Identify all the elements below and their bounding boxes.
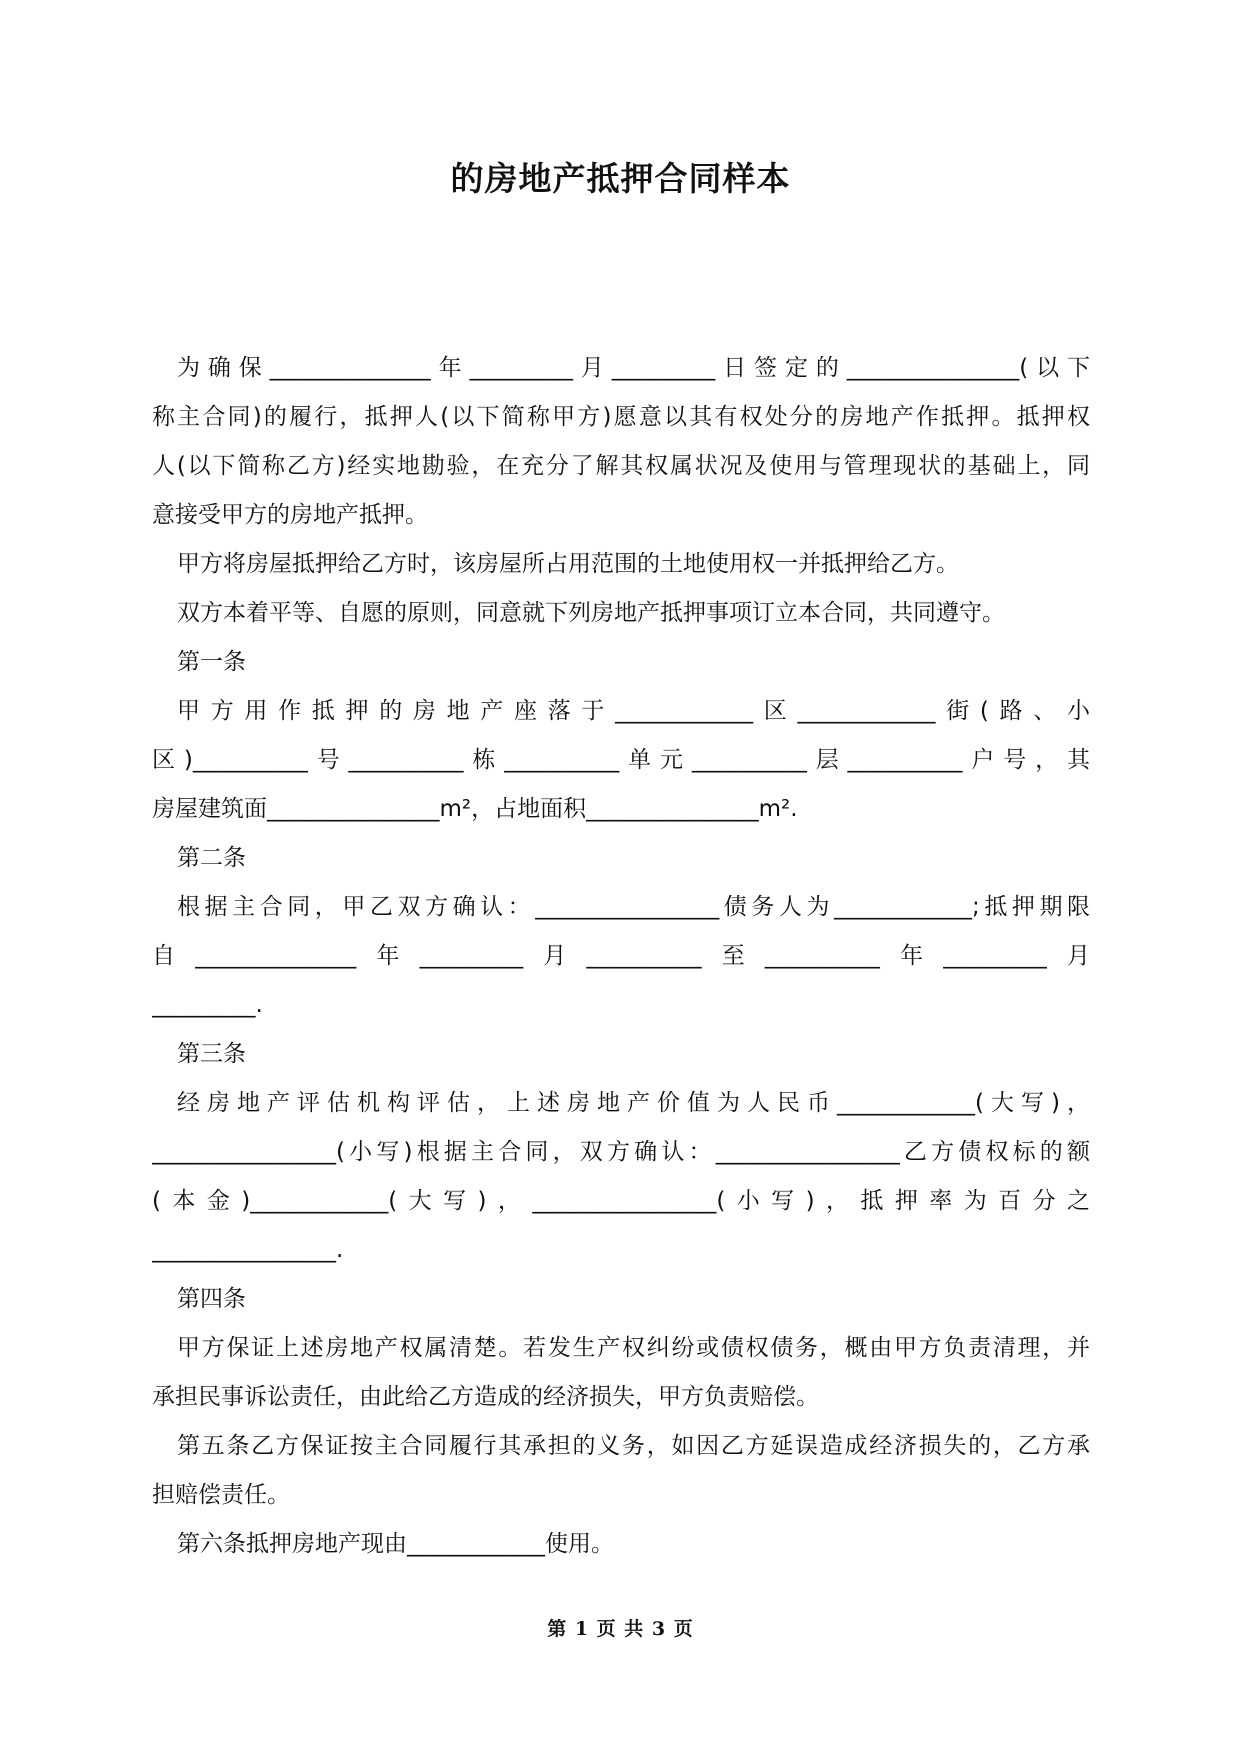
- document-body: [152, 344, 1090, 1569]
- paragraph-line: 自______________年_________月__________至__________年_________月: [152, 943, 1090, 969]
- paragraph-line: ________________(小写)根据主合同，双方确认：________________乙方债权标的额: [152, 1139, 1090, 1165]
- paragraph-line: 经房地产评估机构评估，上述房地产价值为人民币____________(大写)，: [177, 1090, 1090, 1116]
- paragraph-line: 为确保______________年_________月_________日签定的_______________(以下: [177, 355, 1090, 381]
- paragraph-line: 区)__________号__________栋__________单元__________层__________户号，其: [152, 747, 1090, 773]
- article-heading: 第四条: [177, 1286, 246, 1312]
- paragraph-line: 担赔偿责任。: [152, 1482, 290, 1508]
- paragraph-line: 意接受甲方的房地产抵押。: [152, 502, 428, 528]
- paragraph-line: 根据主合同，甲乙双方确认：________________债务人为____________;抵押期限: [177, 894, 1090, 920]
- paragraph-line: (本金)____________(大写)，________________(小写)，抵押率为百分之: [152, 1188, 1090, 1214]
- paragraph-line: 甲方将房屋抵押给乙方时，该房屋所占用范围的土地使用权一并抵押给乙方。: [177, 551, 959, 577]
- paragraph-line: _________.: [152, 992, 263, 1018]
- paragraph-line: 甲方保证上述房地产权属清楚。若发生产权纠纷或债权债务，概由甲方负责清理，并: [177, 1335, 1090, 1361]
- article-heading: 第一条: [177, 649, 246, 675]
- paragraph-line: 第六条抵押房地产现由____________使用。: [177, 1531, 614, 1557]
- article-heading: 第三条: [177, 1041, 246, 1067]
- paragraph-line: ________________.: [152, 1237, 344, 1263]
- paragraph-line: 第五条乙方保证按主合同履行其承担的义务，如因乙方延误造成经济损失的，乙方承: [177, 1433, 1090, 1459]
- document-title: 的房地产抵押合同样本: [450, 159, 791, 198]
- paragraph-line: 人(以下简称乙方)经实地勘验，在充分了解其权属状况及使用与管理现状的基础上，同: [152, 453, 1090, 479]
- paragraph-line: 称主合同)的履行，抵押人(以下简称甲方)愿意以其有权处分的房地产作抵押。抵押权: [152, 404, 1090, 430]
- paragraph-line: 承担民事诉讼责任，由此给乙方造成的经济损失，甲方负责赔偿。: [152, 1384, 819, 1410]
- paragraph-line: 房屋建筑面_______________m²，占地面积_______________m².: [152, 796, 798, 822]
- article-heading: 第二条: [177, 845, 246, 871]
- page-number: 第 1 页 共 3 页: [547, 1618, 694, 1640]
- paragraph-line: 双方本着平等、自愿的原则，同意就下列房地产抵押事项订立本合同，共同遵守。: [177, 600, 1005, 626]
- paragraph-line: 甲方用作抵押的房地产座落于____________区____________街(路、小: [177, 698, 1090, 724]
